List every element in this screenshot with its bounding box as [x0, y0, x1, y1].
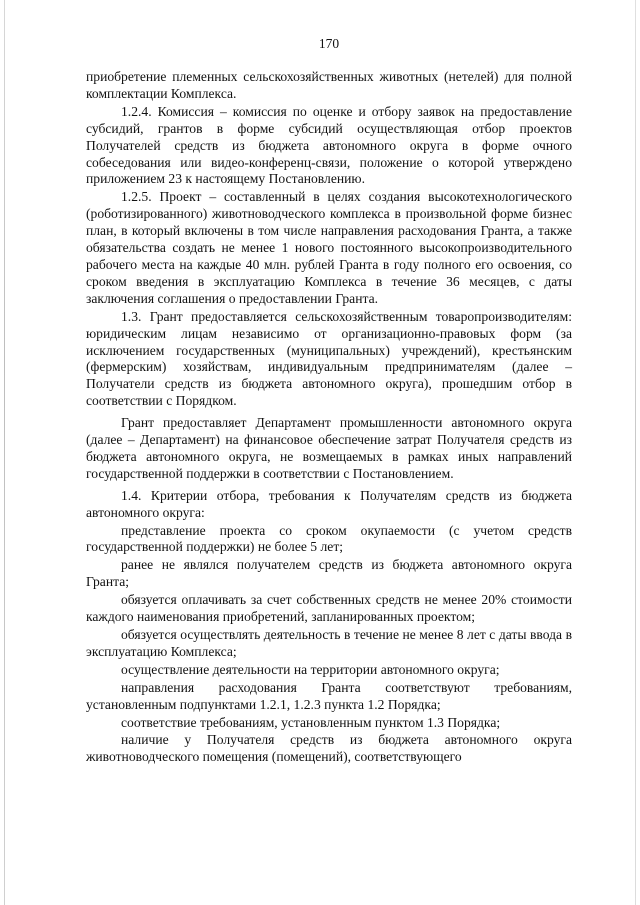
- criterion-own-funds: обязуется оплачивать за счет собственных средств не менее 20% стоимости каждого наименования приобретений, запланированных проектом;: [86, 592, 572, 625]
- scan-edge-left: [4, 0, 5, 905]
- paragraph-project-definition: 1.2.5. Проект – составленный в целях создания высокотехнологического (роботизированного) животноводческого комплекса в произвольной форме бизнес план, в который включены в том числе направления расходования Гранта, а также обязательства создать не менее 1 нового постоянного высокопроизводительного рабочего места на каждые 40 млн. рублей Гранта в году полного его освоения, со сроком введения в эксплуатацию Комплекса в течение 36 месяцев, с даты заключения соглашения о предоставлении Гранта.: [86, 189, 572, 306]
- criterion-territory: осуществление деятельности на территории автономного округа;: [121, 661, 500, 677]
- paragraph-grant-recipients: 1.3. Грант предоставляется сельскохозяйственным товаропроизводителям: юридическим лицам независимо от организационно-правовых форм (за исключением государственных (муниципальных) учреждений), крестьянским (фермерским) хозяйствам, индивидуальным предпринимателям (далее – Получатели средств из бюджета автономного округа), прошедшим отбор в соответствии с Порядком.: [86, 308, 572, 409]
- criterion-activity-duration: обязуется осуществлять деятельность в течение не менее 8 лет с даты ввода в эксплуатацию Комплекса;: [86, 627, 572, 659]
- paragraph-selection-criteria: 1.4. Критерии отбора, требования к Получателям средств из бюджета автономного округа:: [86, 487, 572, 520]
- criterion-compliance: соответствие требованиям, установленным пунктом 1.3 Порядка;: [121, 714, 501, 730]
- paragraph-grant-provider: Грант предоставляет Департамент промышленности автономного округа (далее – Департамент) на финансовое обеспечение затрат Получателя средств из бюджета автономного округа, не возмещаемых в рамках иных направлений государственной поддержки в соответствии с Постановлением.: [86, 415, 572, 481]
- page-number: 170: [318, 36, 340, 51]
- criterion-not-previous-recipient: ранее не являлся получателем средств из бюджета автономного округа Гранта;: [86, 557, 572, 590]
- paragraph-commission-definition: 1.2.4. Комиссия – комиссия по оценке и отбору заявок на предоставление субсидий, грантов в форме субсидий осуществляющая отбор проектов Получателей средств из бюджета автономного округа в форме очного собеседования или видео-конференц-связи, положение о которой утверждено приложением 23 к настоящему Постановлению.: [86, 103, 572, 187]
- criterion-spending-directions: направления расходования Гранта соответствуют требованиям, установленным подпунктами 1.2.1, 1.2.3 пункта 1.2 Порядка;: [86, 679, 572, 712]
- criterion-payback-period: представление проекта со сроком окупаемости (с учетом средств государственной поддержки) не более 5 лет;: [86, 522, 572, 555]
- scan-edge-right: [635, 0, 636, 905]
- paragraph-complex-completion: приобретение племенных сельскохозяйственных животных (нетелей) для полной комплектации Комплекса.: [86, 69, 572, 101]
- criterion-livestock-premises: наличие у Получателя средств из бюджета автономного округа животноводческого помещения (помещений), соответствующего: [86, 732, 572, 765]
